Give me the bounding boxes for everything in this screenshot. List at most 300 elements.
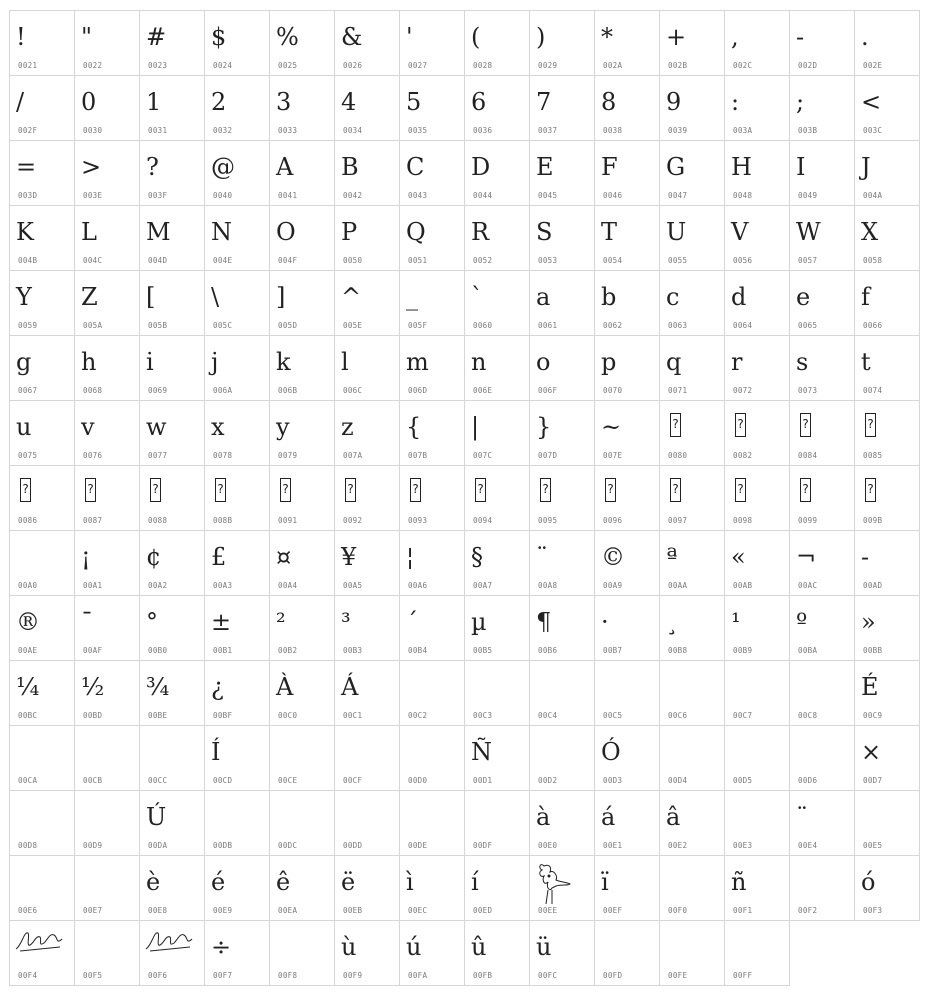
glyph-cell <box>140 401 205 466</box>
glyph-char: ú <box>406 933 422 961</box>
glyph-char: ¦ <box>406 543 415 571</box>
glyph-code: 0048 <box>733 191 753 200</box>
glyph-cell <box>790 791 855 856</box>
glyph-code: 003E <box>83 191 103 200</box>
glyph-code: 007C <box>473 451 493 460</box>
glyph-cell <box>400 11 465 76</box>
glyph-code: 003D <box>18 191 38 200</box>
glyph-char: 4 <box>341 88 357 116</box>
glyph-cell <box>855 856 920 921</box>
glyph-cell <box>725 271 790 336</box>
glyph-cell <box>335 856 400 921</box>
glyph-code: 0027 <box>408 61 428 70</box>
glyph-code: 00B8 <box>668 646 688 655</box>
glyph-code: 005D <box>278 321 298 330</box>
glyph-code: 00BA <box>798 646 818 655</box>
glyph-cell <box>790 401 855 466</box>
glyph-char: ? <box>146 153 159 181</box>
glyph-char: × <box>861 738 882 766</box>
glyph-cell <box>855 11 920 76</box>
glyph-code: 00EA <box>278 906 298 915</box>
glyph-char: ` <box>471 283 483 311</box>
glyph-code: 0070 <box>603 386 623 395</box>
glyph-char: ¡ <box>81 543 91 571</box>
glyph-code: 00C7 <box>733 711 753 720</box>
glyph-code: 0041 <box>278 191 298 200</box>
glyph-code: 00A5 <box>343 581 363 590</box>
glyph-char: N <box>211 218 232 246</box>
missing-glyph-box: ? <box>670 478 681 502</box>
glyph-code: 00D6 <box>798 776 818 785</box>
glyph-code: 00A8 <box>538 581 558 590</box>
glyph-char: = <box>16 153 37 181</box>
glyph-cell <box>270 791 335 856</box>
glyph-code: 0031 <box>148 126 168 135</box>
glyph-char: u <box>16 413 32 441</box>
glyph-code: 00E1 <box>603 841 623 850</box>
glyph-char: Ú <box>146 803 167 831</box>
glyph-cell <box>725 206 790 271</box>
glyph-char: ó <box>861 868 876 896</box>
glyph-code: 0097 <box>668 516 688 525</box>
glyph-code: 00C9 <box>863 711 883 720</box>
glyph-cell <box>790 726 855 791</box>
glyph-code: 0058 <box>863 256 883 265</box>
glyph-char: R <box>471 218 490 246</box>
glyph-code: 00D3 <box>603 776 623 785</box>
glyph-code: 006D <box>408 386 428 395</box>
glyph-code: 00DB <box>213 841 233 850</box>
glyph-cell <box>660 336 725 401</box>
glyph-cell <box>335 596 400 661</box>
glyph-char: . <box>861 23 869 51</box>
glyph-cell <box>335 466 400 531</box>
glyph-char: ½ <box>81 673 105 701</box>
glyph-cell <box>725 76 790 141</box>
glyph-cell <box>75 466 140 531</box>
glyph-code: 0053 <box>538 256 558 265</box>
glyph-code: 0084 <box>798 451 818 460</box>
glyph-code: 00A9 <box>603 581 623 590</box>
glyph-cell <box>725 856 790 921</box>
glyph-code: 005F <box>408 321 428 330</box>
glyph-code: 00ED <box>473 906 493 915</box>
glyph-code: 00EC <box>408 906 428 915</box>
glyph-code: 0047 <box>668 191 688 200</box>
glyph-code: 0045 <box>538 191 558 200</box>
glyph-cell <box>855 206 920 271</box>
glyph-cell <box>140 791 205 856</box>
glyph-code: 004F <box>278 256 298 265</box>
glyph-char: _ <box>406 283 418 311</box>
missing-glyph-box: ? <box>540 478 551 502</box>
glyph-code: 0073 <box>798 386 818 395</box>
glyph-cell <box>400 531 465 596</box>
glyph-cell <box>595 921 660 986</box>
glyph-code: 0036 <box>473 126 493 135</box>
glyph-char: B <box>341 153 359 181</box>
glyph-code: 00E6 <box>18 906 38 915</box>
glyph-cell <box>530 401 595 466</box>
glyph-code: 00A1 <box>83 581 103 590</box>
glyph-code: 003A <box>733 126 753 135</box>
glyph-code: 00C5 <box>603 711 623 720</box>
glyph-cell <box>205 401 270 466</box>
glyph-cell <box>335 336 400 401</box>
glyph-code: 00E3 <box>733 841 753 850</box>
glyph-code: 00CB <box>83 776 103 785</box>
glyph-char: D <box>471 153 491 181</box>
glyph-cell <box>595 661 660 726</box>
glyph-code: 0094 <box>473 516 493 525</box>
glyph-char: ° <box>146 608 158 636</box>
glyph-code: 002C <box>733 61 753 70</box>
glyph-cell <box>660 921 725 986</box>
missing-glyph-box: ? <box>410 478 421 502</box>
glyph-code: 00D8 <box>18 841 38 850</box>
glyph-char: µ <box>471 608 487 636</box>
missing-glyph-box: ? <box>215 478 226 502</box>
glyph-char: 5 <box>406 88 422 116</box>
glyph-code: 0075 <box>18 451 38 460</box>
glyph-code: 00AE <box>18 646 38 655</box>
glyph-char: ) <box>536 23 546 51</box>
glyph-code: 002D <box>798 61 818 70</box>
glyph-code: 0061 <box>538 321 558 330</box>
glyph-cell <box>205 856 270 921</box>
glyph-cell <box>855 791 920 856</box>
glyph-code: 006E <box>473 386 493 395</box>
glyph-code: 00E5 <box>863 841 883 850</box>
glyph-cell <box>530 921 595 986</box>
glyph-cell <box>595 726 660 791</box>
glyph-cell <box>75 11 140 76</box>
glyph-code: 0026 <box>343 61 363 70</box>
glyph-cell <box>10 921 75 986</box>
glyph-cell <box>530 141 595 206</box>
glyph-char: q <box>666 348 682 376</box>
glyph-char: ì <box>406 868 414 896</box>
glyph-cell <box>465 401 530 466</box>
glyph-code: 00AD <box>863 581 883 590</box>
glyph-char: ± <box>211 608 232 636</box>
glyph-char: I <box>796 153 806 181</box>
glyph-code: 00DC <box>278 841 298 850</box>
glyph-char: 3 <box>276 88 292 116</box>
glyph-char: - <box>796 23 805 51</box>
glyph-char: ¯ <box>81 608 93 636</box>
glyph-cell <box>465 726 530 791</box>
glyph-char: @ <box>211 153 235 181</box>
glyph-code: 0068 <box>83 386 103 395</box>
glyph-cell <box>270 531 335 596</box>
missing-glyph-box: ? <box>670 413 681 437</box>
glyph-char: ´ <box>406 608 418 636</box>
glyph-code: 00C2 <box>408 711 428 720</box>
missing-glyph-box: ? <box>865 478 876 502</box>
glyph-cell <box>10 11 75 76</box>
glyph-cell <box>725 141 790 206</box>
glyph-char: ñ <box>731 868 747 896</box>
glyph-cell <box>335 76 400 141</box>
glyph-code: 005A <box>83 321 103 330</box>
glyph-char: A <box>276 153 294 181</box>
glyph-char: £ <box>211 543 227 571</box>
glyph-cell <box>595 76 660 141</box>
glyph-char: " <box>81 23 93 51</box>
glyph-char: ¬ <box>796 543 817 571</box>
glyph-char: 1 <box>146 88 162 116</box>
glyph-code: 00BB <box>863 646 883 655</box>
glyph-char: ¨ <box>796 803 808 831</box>
glyph-code: 002E <box>863 61 883 70</box>
glyph-code: 00BD <box>83 711 103 720</box>
glyph-char: § <box>471 543 483 571</box>
glyph-cell <box>205 271 270 336</box>
missing-glyph-box: ? <box>865 413 876 437</box>
glyph-cell <box>400 921 465 986</box>
glyph-code: 00FC <box>538 971 558 980</box>
glyph-cell <box>530 856 595 921</box>
glyph-cell <box>140 11 205 76</box>
glyph-cell <box>790 141 855 206</box>
glyph-code: 0095 <box>538 516 558 525</box>
glyph-code: 007B <box>408 451 428 460</box>
glyph-char: d <box>731 283 747 311</box>
glyph-cell <box>855 401 920 466</box>
glyph-cell <box>270 856 335 921</box>
glyph-cell <box>75 141 140 206</box>
glyph-char: X <box>861 218 879 246</box>
glyph-cell <box>75 401 140 466</box>
glyph-cell <box>205 661 270 726</box>
glyph-char: a <box>536 283 551 311</box>
glyph-cell <box>465 141 530 206</box>
glyph-code: 0055 <box>668 256 688 265</box>
glyph-cell <box>790 856 855 921</box>
glyph-char: í <box>471 868 479 896</box>
glyph-cell <box>75 856 140 921</box>
glyph-char: ] <box>276 283 286 311</box>
glyph-code: 00F7 <box>213 971 233 980</box>
glyph-char: à <box>536 803 551 831</box>
glyph-code: 00E0 <box>538 841 558 850</box>
glyph-cell <box>400 336 465 401</box>
glyph-cell <box>595 336 660 401</box>
glyph-cell <box>270 336 335 401</box>
glyph-char: y <box>276 413 290 441</box>
glyph-char: Í <box>211 738 221 766</box>
glyph-code: 0032 <box>213 126 233 135</box>
glyph-cell <box>465 661 530 726</box>
glyph-cell <box>205 726 270 791</box>
glyph-code: 00CD <box>213 776 233 785</box>
glyph-code: 00D0 <box>408 776 428 785</box>
glyph-cell <box>335 726 400 791</box>
glyph-code: 009B <box>863 516 883 525</box>
glyph-code: 007D <box>538 451 558 460</box>
glyph-code: 00C4 <box>538 711 558 720</box>
glyph-char: { <box>406 413 422 441</box>
glyph-cell <box>400 466 465 531</box>
glyph-cell <box>140 531 205 596</box>
glyph-cell <box>400 401 465 466</box>
glyph-cell <box>530 271 595 336</box>
glyph-char: C <box>406 153 425 181</box>
glyph-code: 00AA <box>668 581 688 590</box>
glyph-cell <box>530 76 595 141</box>
glyph-char: Y <box>16 283 32 311</box>
glyph-code: 00F8 <box>278 971 298 980</box>
glyph-char: ¿ <box>211 673 224 701</box>
glyph-code: 00AC <box>798 581 818 590</box>
glyph-cell <box>725 466 790 531</box>
glyph-char: K <box>16 218 34 246</box>
glyph-cell <box>725 661 790 726</box>
glyph-code: 003B <box>798 126 818 135</box>
glyph-cell <box>10 206 75 271</box>
glyph-code: 00A4 <box>278 581 298 590</box>
glyph-code: 006A <box>213 386 233 395</box>
glyph-char: } <box>536 413 552 441</box>
glyph-char: $ <box>211 23 227 51</box>
glyph-cell <box>855 661 920 726</box>
glyph-code: 0064 <box>733 321 753 330</box>
missing-glyph-box: ? <box>345 478 356 502</box>
glyph-code: 0079 <box>278 451 298 460</box>
glyph-code: 0044 <box>473 191 493 200</box>
glyph-cell <box>140 856 205 921</box>
glyph-cell <box>75 596 140 661</box>
missing-glyph-box: ? <box>20 478 31 502</box>
glyph-char: * <box>601 23 613 51</box>
glyph-cell <box>855 141 920 206</box>
glyph-cell <box>75 206 140 271</box>
glyph-code: 006C <box>343 386 363 395</box>
glyph-cell <box>725 401 790 466</box>
glyph-code: 0025 <box>278 61 298 70</box>
glyph-char: g <box>16 348 32 376</box>
glyph-code: 00AF <box>83 646 103 655</box>
glyph-code: 0076 <box>83 451 103 460</box>
glyph-char: ¨ <box>536 543 548 571</box>
glyph-code: 002B <box>668 61 688 70</box>
glyph-char: o <box>536 348 551 376</box>
glyph-code: 003C <box>863 126 883 135</box>
glyph-cell <box>725 921 790 986</box>
glyph-cell <box>530 531 595 596</box>
glyph-cell <box>75 791 140 856</box>
glyph-code: 0049 <box>798 191 818 200</box>
glyph-char: â <box>666 803 681 831</box>
missing-glyph-box: ? <box>735 478 746 502</box>
glyph-code: 00E2 <box>668 841 688 850</box>
glyph-code: 006B <box>278 386 298 395</box>
glyph-code: 0065 <box>798 321 818 330</box>
glyph-code: 00F9 <box>343 971 363 980</box>
glyph-cell <box>10 661 75 726</box>
glyph-code: 00CA <box>18 776 38 785</box>
missing-glyph-box: ? <box>150 478 161 502</box>
glyph-cell <box>660 661 725 726</box>
glyph-code: 00C3 <box>473 711 493 720</box>
glyph-cell <box>790 336 855 401</box>
glyph-code: 00F5 <box>83 971 103 980</box>
glyph-cell <box>10 856 75 921</box>
glyph-char: i <box>146 348 154 376</box>
glyph-cell <box>530 791 595 856</box>
glyph-cell <box>75 726 140 791</box>
glyph-cell <box>530 206 595 271</box>
missing-glyph-box: ? <box>280 478 291 502</box>
glyph-cell <box>10 336 75 401</box>
glyph-cell <box>75 271 140 336</box>
glyph-char: ¤ <box>276 543 292 571</box>
glyph-char: x <box>211 413 225 441</box>
glyph-code: 0024 <box>213 61 233 70</box>
glyph-cell <box>660 466 725 531</box>
glyph-code: 00F1 <box>733 906 753 915</box>
glyph-char: · <box>601 608 609 636</box>
glyph-cell <box>400 141 465 206</box>
glyph-char: ï <box>601 868 609 896</box>
glyph-code: 004C <box>83 256 103 265</box>
glyph-code: 00EF <box>603 906 623 915</box>
glyph-char: ÷ <box>211 933 232 961</box>
glyph-char: c <box>666 283 680 311</box>
glyph-code: 004A <box>863 191 883 200</box>
glyph-char: [ <box>146 283 156 311</box>
glyph-code: 0021 <box>18 61 38 70</box>
glyph-code: 0060 <box>473 321 493 330</box>
glyph-cell <box>530 596 595 661</box>
glyph-code: 0067 <box>18 386 38 395</box>
glyph-code: 0085 <box>863 451 883 460</box>
glyph-code: 00C1 <box>343 711 363 720</box>
glyph-cell <box>595 271 660 336</box>
glyph-cell <box>140 206 205 271</box>
glyph-cell <box>270 271 335 336</box>
glyph-char: + <box>666 23 687 51</box>
glyph-cell <box>855 726 920 791</box>
glyph-code: 00E4 <box>798 841 818 850</box>
glyph-char: < <box>861 88 882 116</box>
glyph-cell <box>335 11 400 76</box>
glyph-cell <box>140 271 205 336</box>
glyph-cell <box>660 76 725 141</box>
glyph-char: ¥ <box>341 543 357 571</box>
glyph-code: 00B1 <box>213 646 233 655</box>
glyph-code: 0051 <box>408 256 428 265</box>
glyph-cell <box>270 466 335 531</box>
glyph-cell <box>465 11 530 76</box>
glyph-cell <box>595 596 660 661</box>
glyph-code: 00A7 <box>473 581 493 590</box>
glyph-code: 00A0 <box>18 581 38 590</box>
glyph-char: # <box>146 23 167 51</box>
glyph-cell <box>855 76 920 141</box>
glyph-code: 0046 <box>603 191 623 200</box>
glyph-cell <box>10 596 75 661</box>
glyph-code: 005C <box>213 321 233 330</box>
glyph-code: 0028 <box>473 61 493 70</box>
glyph-char: % <box>276 23 299 51</box>
glyph-cell <box>270 141 335 206</box>
glyph-char: Z <box>81 283 98 311</box>
glyph-cell <box>140 336 205 401</box>
glyph-char: r <box>731 348 743 376</box>
glyph-code: 0074 <box>863 386 883 395</box>
